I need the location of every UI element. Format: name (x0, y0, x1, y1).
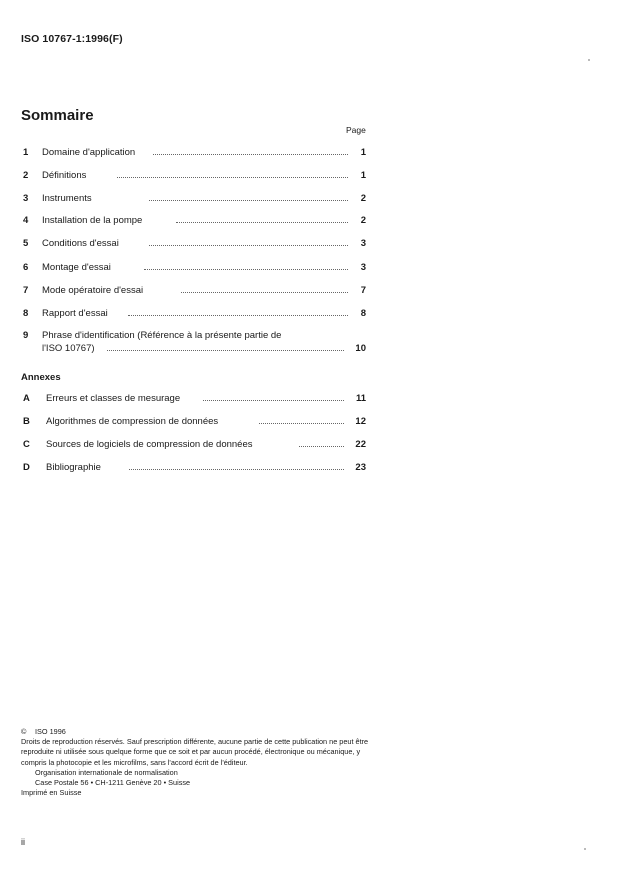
annex-letter: D (23, 462, 30, 473)
page-number: ii (21, 837, 25, 847)
entry-page: 1 (360, 170, 366, 181)
entry-title: Conditions d'essai (42, 238, 119, 249)
page-column-label: Page (346, 125, 366, 135)
toc-entry[interactable] (21, 147, 366, 161)
printed-in: Imprimé en Suisse (21, 788, 82, 798)
annex-letter: B (23, 416, 30, 427)
toc-entry[interactable] (21, 330, 366, 358)
annex-page: 22 (355, 439, 366, 450)
dot-leader (149, 245, 348, 246)
entry-page: 3 (360, 262, 366, 273)
scan-speck (584, 848, 586, 850)
dot-leader (176, 222, 348, 223)
document-id: ISO 10767-1:1996(F) (21, 33, 123, 45)
dot-leader (117, 177, 348, 178)
dot-leader (203, 400, 344, 401)
annex-title: Algorithmes de compression de données (46, 416, 219, 427)
dot-leader (181, 292, 348, 293)
dot-leader (128, 315, 348, 316)
entry-title: Montage d'essai (42, 262, 111, 273)
dot-leader (153, 154, 348, 155)
dot-leader (299, 446, 344, 447)
dot-leader (259, 423, 344, 424)
entry-page: 1 (360, 147, 366, 158)
dot-leader (129, 469, 344, 470)
annex-entry[interactable] (21, 439, 366, 453)
annex-title: Bibliographie (46, 462, 101, 473)
copyright-notice (21, 727, 371, 798)
entry-title: Définitions (42, 170, 87, 181)
entry-number: 9 (23, 330, 29, 341)
organization-name: Organisation internationale de normalisation (35, 767, 178, 777)
entry-title: Instruments (42, 193, 92, 204)
entry-number: 5 (23, 238, 29, 249)
dot-leader (144, 269, 348, 270)
entry-page: 8 (360, 308, 366, 319)
toc-entry[interactable] (21, 308, 366, 322)
entry-page: 3 (360, 238, 366, 249)
entry-number: 3 (23, 193, 29, 204)
annex-title: Erreurs et classes de mesurage (46, 393, 181, 404)
annex-page: 11 (355, 393, 366, 404)
entry-title: Rapport d'essai (42, 308, 108, 319)
entry-title-continued: l'ISO 10767) (42, 343, 95, 354)
page-title: Sommaire (21, 107, 94, 124)
annex-entry[interactable] (21, 416, 366, 430)
dot-leader (107, 350, 344, 351)
toc-entry[interactable] (21, 285, 366, 299)
toc-entry[interactable] (21, 170, 366, 184)
annex-entry[interactable] (21, 393, 366, 407)
scan-speck (588, 59, 590, 61)
annex-letter: A (23, 393, 30, 404)
entry-page: 10 (355, 343, 366, 354)
entry-number: 8 (23, 308, 29, 319)
toc-entry[interactable] (21, 193, 366, 207)
annex-title: Sources de logiciels de compression de données (46, 439, 253, 450)
copyright-line (21, 727, 371, 737)
entry-title: Domaine d'application (42, 147, 136, 158)
postal-address: Case Postale 56 • CH-1211 Genève 20 • Suisse (35, 778, 191, 788)
annex-page: 23 (355, 462, 366, 473)
entry-number: 6 (23, 262, 29, 273)
entry-title: Phrase d'identification (Référence à la présente partie de (42, 330, 282, 341)
entry-number: 4 (23, 215, 29, 226)
entry-title: Installation de la pompe (42, 215, 143, 226)
toc-entry[interactable] (21, 215, 366, 229)
entry-page: 2 (360, 193, 366, 204)
entry-number: 1 (23, 147, 29, 158)
dot-leader (149, 200, 348, 201)
toc-entry[interactable] (21, 238, 366, 252)
annex-page: 12 (355, 416, 366, 427)
annex-entry[interactable] (21, 462, 366, 476)
copyright-holder: ISO 1996 (35, 727, 66, 736)
annex-letter: C (23, 439, 30, 450)
entry-page: 7 (360, 285, 366, 296)
entry-page: 2 (360, 215, 366, 226)
toc-entry[interactable] (21, 262, 366, 276)
entry-number: 7 (23, 285, 29, 296)
rights-text: Droits de reproduction réservés. Sauf prescription différente, aucune partie de cette publication ne peut être reproduite ni utilisée sous quelque forme que ce soit et par aucun procédé, électronique ou mécanique, y compris la photocopie et les microfilms, sans l'accord écrit de l'éditeur. (21, 737, 369, 767)
annexes-heading: Annexes (21, 372, 61, 383)
entry-number: 2 (23, 170, 29, 181)
copyright-icon: © (21, 727, 27, 736)
entry-title: Mode opératoire d'essai (42, 285, 144, 296)
